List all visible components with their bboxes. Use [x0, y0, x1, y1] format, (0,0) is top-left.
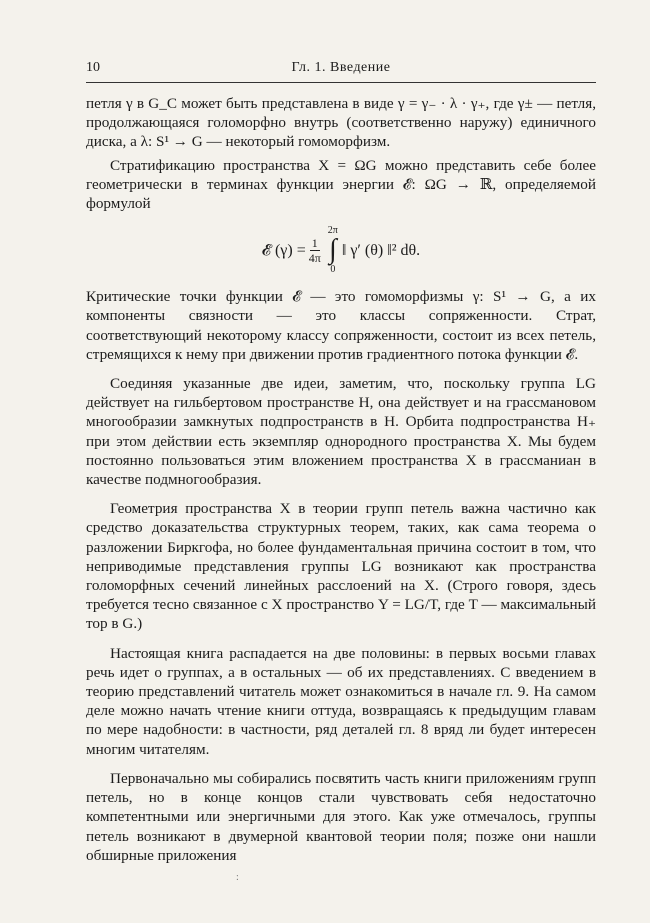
paragraph-2: Стратификацию пространства X = ΩG можно представить себе более геометрически в терминах функции энергии 𝓔: ΩG → ℝ, определяемой формулой: [86, 156, 596, 213]
formula-integrand: ‖ γ′ (θ) ‖² dθ.: [341, 241, 421, 259]
formula-lhs: 𝓔 (γ) =: [261, 241, 306, 259]
paragraph-1: петля γ в G_C может быть представлена в виде γ = γ₋ · λ · γ₊, где γ± — петля, продолжающаяся голоморфно внутрь (соответственно наружу) единичного диска, а λ: S¹ → G — некоторый гомоморфизм.: [86, 95, 596, 151]
integral-sign: ∫: [328, 234, 337, 266]
paragraph-5: Геометрия пространства X в теории групп петель важна частично как средство доказательства структурных теорем, таких, как сама теорема о разложении Биркгофа, но более фундаментальная причина состоит в том, что неприводимые представления группы LG возникают как пространства голоморфных сечений линейных расслоений на X. (Строго говоря, здесь требуется тесно связанное с X пространство Y = LG/T, где T — максимальный тор в G.): [86, 500, 596, 633]
fraction-denominator: 4π: [308, 250, 321, 265]
paragraph-4: Соединяя указанные две идеи, заметим, что, поскольку группа LG действует на гильбертовом пространстве H, она действует и на грассмановом многообразии замкнутых подпространств в H. Орбита подпространства H₊ при этом действии есть экземпляр однородного пространства X. Мы будем постоянно пользоваться этим вложением пространства X в грассманиан в качестве подмногообразия.: [86, 375, 596, 489]
page-header: [86, 58, 596, 83]
integral-lower-limit: 0: [330, 264, 336, 276]
paragraph-3: Критические точки функции 𝓔 — это гомоморфизмы γ: S¹ → G, а их компоненты связности — это классы сопряженности. Страт, соответствующий некоторому классу сопряженности, состоит из всех петель, стремящихся к нему при движении против градиентного потока функции 𝓔.: [86, 288, 596, 363]
energy-formula: [86, 213, 596, 287]
integral-upper-limit: 2π: [327, 225, 338, 237]
body-text: [86, 94, 596, 865]
fraction-numerator: 1: [311, 235, 318, 250]
scan-mark: :: [236, 872, 239, 883]
running-head: Гл. 1. Введение: [291, 60, 391, 75]
integral: [328, 225, 338, 275]
formula-fraction: [309, 236, 321, 265]
paragraph-7: Первоначально мы собирались посвятить часть книги приложениям групп петель, но в конце концов стали чувствовать себя недостаточно компетентными или энергичными для этого. Как уже отмечалось, группы петель возникают в двумерной квантовой теории поля; позже они нашли обширные приложения: [86, 769, 596, 864]
page-number: 10: [86, 60, 100, 75]
paragraph-6: Настоящая книга распадается на две половины: в первых восьми главах речь идет о группах, а в остальных — об их представлениях. С введением в теорию представлений читатель может ознакомиться в начале гл. 9. На самом деле можно начать чтение книги оттуда, возвращаясь к предыдущим главам по мере надобности: в частности, ряд деталей гл. 8 вряд ли будет интересен многим читателям.: [86, 644, 596, 758]
